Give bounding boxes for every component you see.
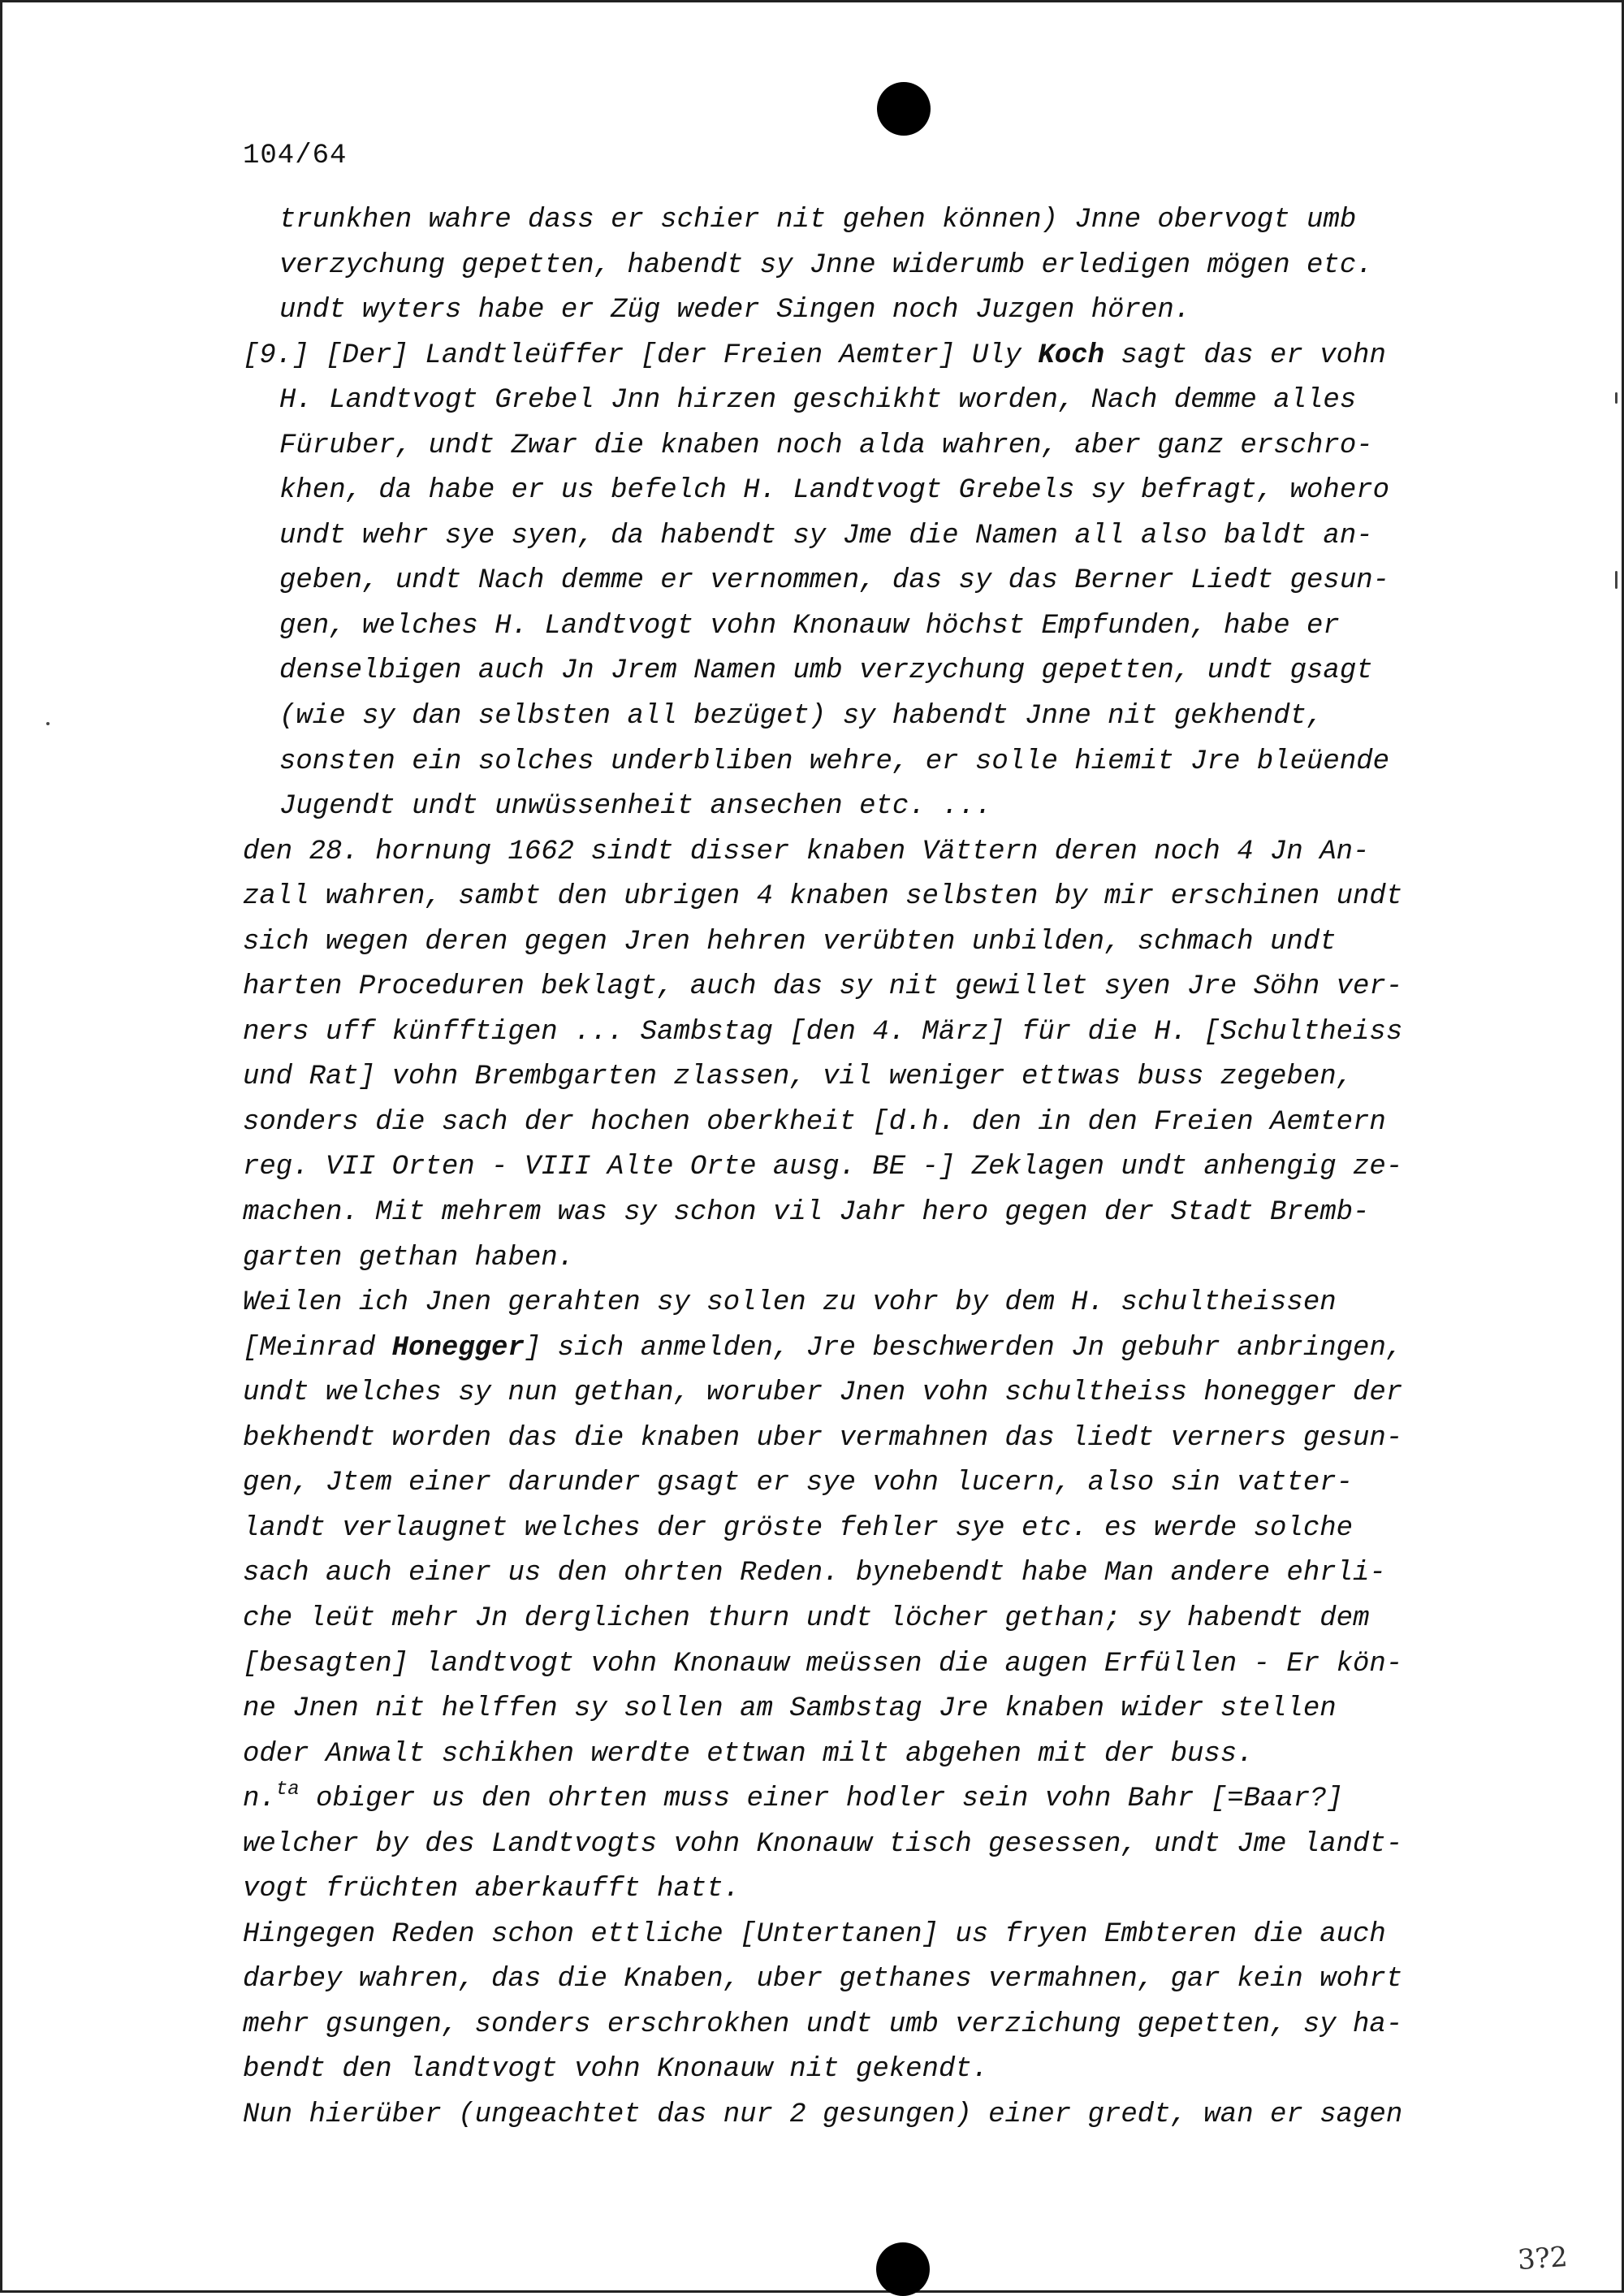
text-line — [243, 1507, 1493, 1552]
text-segment: Hingegen Reden schon ettliche [Untertanen] us fryen Embteren die auch — [243, 1918, 1386, 1950]
text-segment: garten gethan haben. — [243, 1242, 575, 1273]
text-segment: Weilen ich Jnen gerahten sy sollen zu vohr by dem H. schultheissen — [243, 1287, 1337, 1319]
text-segment: undt wyters habe er Züg weder Singen noch Juzgen hören. — [279, 295, 1191, 326]
punch-hole-bottom — [876, 2242, 930, 2296]
text-line — [243, 1957, 1493, 2003]
text-segment: mehr gsungen, sonders erschrokhen undt umb verzichung gepetten, sy ha- — [243, 2008, 1403, 2040]
text-line — [243, 694, 1493, 740]
text-segment: [besagten] landtvogt vohn Knonauw meüssen die augen Erfüllen - Er kön- — [243, 1648, 1403, 1680]
text-segment: ne Jnen nit helffen sy sollen am Sambstag Jre knaben wider stellen — [243, 1693, 1337, 1725]
text-line — [243, 1867, 1493, 1913]
text-line — [243, 424, 1493, 469]
text-segment: vogt früchten aberkaufft hatt. — [243, 1874, 741, 1905]
text-segment: che leüt mehr Jn derglichen thurn undt löcher gethan; sy habendt dem — [243, 1602, 1370, 1634]
bold-name: Koch — [1038, 339, 1104, 371]
text-line — [243, 1461, 1493, 1507]
text-line — [243, 1281, 1493, 1326]
text-segment: ners uff künfftigen ... Sambstag [den 4. März] für die H. [Schultheiss — [243, 1016, 1403, 1048]
text-line — [243, 559, 1493, 604]
text-line — [243, 2003, 1493, 2048]
text-segment: H. Landtvogt Grebel Jnn hirzen geschikht worden, Nach demme alles — [279, 385, 1357, 417]
text-line — [243, 2047, 1493, 2093]
text-line — [243, 604, 1493, 650]
text-line — [243, 1191, 1493, 1236]
text-line — [243, 198, 1493, 244]
scan-speck — [46, 722, 50, 725]
text-line — [243, 649, 1493, 694]
text-line — [243, 334, 1493, 379]
page-number: 104/64 — [243, 141, 348, 171]
text-segment: sich wegen deren gegen Jren hehren verübten unbilden, schmach undt — [243, 926, 1337, 958]
text-segment: trunkhen wahre dass er schier nit gehen können) Jnne obervogt umb — [279, 205, 1357, 236]
text-line — [243, 1010, 1493, 1056]
text-segment: ] sich anmelden, Jre beschwerden Jn gebuhr anbringen, — [524, 1332, 1403, 1364]
text-line — [243, 1145, 1493, 1191]
text-segment: [9.] [Der] Landtleüffer [der Freien Aemter] Uly — [243, 339, 1039, 371]
text-segment: darbey wahren, das die Knaben, uber gethanes vermahnen, gar kein wohrt — [243, 1964, 1403, 1995]
text-line — [243, 830, 1493, 876]
punch-hole-top — [877, 82, 931, 136]
text-segment: khen, da habe er us befelch H. Landtvogt Grebels sy befragt, wohero — [279, 475, 1390, 507]
text-segment: n. — [243, 1784, 276, 1815]
text-segment: sonders die sach der hochen oberkheit [d.h. den in den Freien Aemtern — [243, 1106, 1386, 1138]
handwritten-archive-mark: 3?2 — [1516, 2240, 1569, 2277]
transcription-body — [243, 198, 1493, 2138]
text-line — [243, 1551, 1493, 1597]
text-segment: undt wehr sye syen, da habendt sy Jme die Namen all also baldt an- — [279, 520, 1373, 551]
text-segment: machen. Mit mehrem was sy schon vil Jahr hero gegen der Stadt Bremb- — [243, 1197, 1370, 1229]
text-line — [243, 1055, 1493, 1100]
text-line — [243, 378, 1493, 424]
scan-speck — [1615, 571, 1618, 589]
text-line — [243, 785, 1493, 830]
text-segment: oder Anwalt schikhen werdte ettwan milt abgehen mit der buss. — [243, 1738, 1254, 1770]
text-line — [243, 469, 1493, 514]
text-line — [243, 1100, 1493, 1146]
text-line — [243, 514, 1493, 560]
text-line — [243, 1642, 1493, 1688]
text-segment: den 28. hornung 1662 sindt disser knaben Vättern deren noch 4 Jn An- — [243, 836, 1370, 867]
text-segment: verzychung gepetten, habendt sy Jnne widerumb erledigen mögen etc. — [279, 249, 1373, 281]
text-segment: obiger us den ohrten muss einer hodler sein vohn Bahr [=Baar?] — [299, 1784, 1344, 1815]
text-segment: [Meinrad — [243, 1332, 392, 1364]
text-segment: Nun hierüber (ungeachtet das nur 2 gesungen) einer gredt, wan er sagen — [243, 2099, 1403, 2130]
text-segment: denselbigen auch Jn Jrem Namen umb verzychung gepetten, undt gsagt — [279, 655, 1373, 687]
text-line — [243, 875, 1493, 920]
text-line — [243, 740, 1493, 785]
text-line — [243, 965, 1493, 1010]
text-segment: und Rat] vohn Brembgarten zlassen, vil weniger ettwas buss zegeben, — [243, 1062, 1354, 1093]
text-line — [243, 1687, 1493, 1732]
bold-name: Honegger — [391, 1332, 525, 1364]
text-segment: reg. VII Orten - VIII Alte Orte ausg. BE -] Zeklagen undt anhengig ze- — [243, 1152, 1403, 1183]
superscript: ta — [275, 1779, 300, 1801]
scan-speck — [1615, 392, 1618, 404]
text-segment: gen, Jtem einer darunder gsagt er sye vohn lucern, also sin vatter- — [243, 1468, 1354, 1499]
text-segment: harten Proceduren beklagt, auch das sy nit gewillet syen Jre Söhn ver- — [243, 971, 1403, 1003]
text-segment: zall wahren, sambt den ubrigen 4 knaben selbsten by mir erschinen undt — [243, 881, 1403, 913]
text-segment: bekhendt worden das die knaben uber vermahnen das liedt verners gesun- — [243, 1422, 1403, 1454]
text-segment: Jugendt undt unwüssenheit ansechen etc. ... — [279, 791, 992, 823]
text-segment: undt welches sy nun gethan, woruber Jnen vohn schultheiss honegger der — [243, 1377, 1403, 1409]
text-line — [243, 1326, 1493, 1372]
text-segment: bendt den landtvogt vohn Knonauw nit gekendt. — [243, 2054, 989, 2086]
text-line — [243, 1236, 1493, 1282]
text-line — [243, 288, 1493, 334]
text-segment: (wie sy dan selbsten all bezüget) sy habendt Jnne nit gekhendt, — [279, 701, 1324, 733]
text-line — [243, 1371, 1493, 1416]
text-line — [243, 1732, 1493, 1778]
text-line — [243, 1823, 1493, 1868]
text-segment: gen, welches H. Landtvogt vohn Knonauw höchst Empfunden, habe er — [279, 610, 1340, 642]
text-segment: sonsten ein solches underbliben wehre, er solle hiemit Jre bleüende — [279, 746, 1390, 777]
text-segment: sagt das er vohn — [1104, 339, 1386, 371]
text-segment: Füruber, undt Zwar die knaben noch alda wahren, aber ganz erschro- — [279, 430, 1373, 461]
text-segment: landt verlaugnet welches der gröste fehler sye etc. es werde solche — [243, 1512, 1354, 1544]
text-line — [243, 1913, 1493, 1958]
text-line — [243, 244, 1493, 289]
text-line — [243, 2093, 1493, 2138]
text-segment: welcher by des Landtvogts vohn Knonauw tisch gesessen, undt Jme landt- — [243, 1828, 1403, 1860]
text-segment: sach auch einer us den ohrten Reden. bynebendt habe Man andere ehrli- — [243, 1558, 1386, 1589]
text-line — [243, 1597, 1493, 1642]
text-line — [243, 1777, 1493, 1823]
text-line — [243, 920, 1493, 966]
text-line — [243, 1416, 1493, 1462]
text-segment: geben, undt Nach demme er vernommen, das sy das Berner Liedt gesun- — [279, 565, 1390, 597]
